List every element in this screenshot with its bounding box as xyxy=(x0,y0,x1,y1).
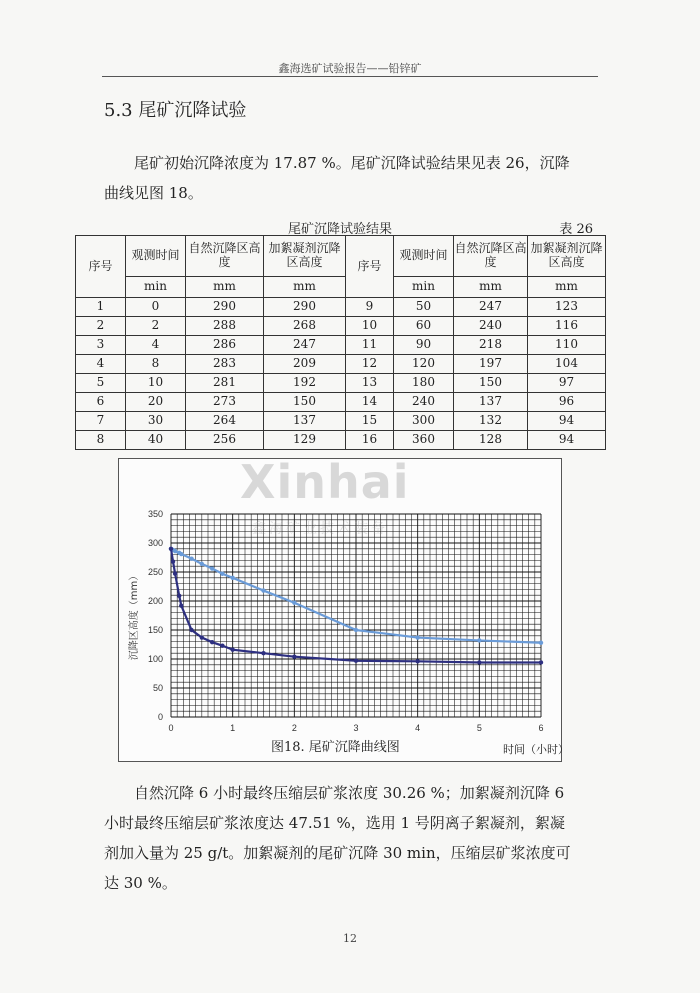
header-floc-height-2: 加絮凝剂沉降区高度 xyxy=(528,236,606,277)
table-cell: 150 xyxy=(454,374,528,393)
data-point xyxy=(177,594,181,598)
table-cell: 20 xyxy=(126,393,186,412)
table-cell: 96 xyxy=(528,393,606,412)
data-point xyxy=(173,572,177,576)
table-cell: 283 xyxy=(186,355,264,374)
table-cell: 192 xyxy=(264,374,346,393)
x-tick-label: 3 xyxy=(353,723,359,733)
table-cell: 0 xyxy=(126,298,186,317)
table-row xyxy=(76,298,606,317)
data-point xyxy=(210,640,214,644)
table-cell: 2 xyxy=(126,317,186,336)
unit-floc-2: mm xyxy=(528,277,606,298)
data-point xyxy=(539,641,543,645)
unit-floc: mm xyxy=(264,277,346,298)
header-natural-height: 自然沉降区高度 xyxy=(186,236,264,277)
table-cell: 110 xyxy=(528,336,606,355)
data-point xyxy=(179,603,183,607)
data-point xyxy=(189,628,193,632)
intro-line-1: 尾矿初始沉降浓度为 17.87 %。尾矿沉降试验结果见表 26，沉降 xyxy=(134,154,570,172)
table-cell: 7 xyxy=(76,412,126,431)
table-cell: 94 xyxy=(528,412,606,431)
data-point xyxy=(210,566,214,570)
unit-time: min xyxy=(126,277,186,298)
table-cell: 290 xyxy=(186,298,264,317)
data-point xyxy=(415,659,419,663)
table-cell: 290 xyxy=(264,298,346,317)
data-point xyxy=(354,628,358,632)
table-cell: 247 xyxy=(264,336,346,355)
page-number: 12 xyxy=(343,932,357,945)
table-cell: 9 xyxy=(346,298,394,317)
table-row xyxy=(76,374,606,393)
x-tick-label: 1 xyxy=(230,723,236,733)
data-point xyxy=(415,635,419,639)
unit-time-2: min xyxy=(394,277,454,298)
table-cell: 104 xyxy=(528,355,606,374)
table-cell: 1 xyxy=(76,298,126,317)
table-row xyxy=(76,336,606,355)
y-tick-label: 150 xyxy=(147,625,163,635)
table-cell: 94 xyxy=(528,431,606,450)
data-point xyxy=(539,660,543,664)
x-tick-label: 6 xyxy=(538,723,544,733)
data-point xyxy=(179,552,183,556)
settling-curve-figure xyxy=(118,458,569,762)
table-cell: 129 xyxy=(264,431,346,450)
x-tick-label: 2 xyxy=(291,723,297,733)
table-cell: 3 xyxy=(76,336,126,355)
x-axis-label: 时间（小时） xyxy=(503,743,569,756)
table-cell: 6 xyxy=(76,393,126,412)
header-floc-height: 加絮凝剂沉降区高度 xyxy=(264,236,346,277)
data-point xyxy=(220,643,224,647)
table-row xyxy=(76,393,606,412)
table-cell: 4 xyxy=(126,336,186,355)
conclusion-line-1: 自然沉降 6 小时最终压缩层矿浆浓度 30.26 %；加絮凝剂沉降 6 xyxy=(134,784,565,802)
table-caption xyxy=(75,218,605,236)
table-cell: 132 xyxy=(454,412,528,431)
table-cell: 5 xyxy=(76,374,126,393)
table-cell: 123 xyxy=(528,298,606,317)
report-header-title: 鑫海选矿试验报告——铅锌矿 xyxy=(278,62,422,75)
unit-natural: mm xyxy=(186,277,264,298)
data-point xyxy=(354,659,358,663)
data-point xyxy=(200,635,204,639)
table-cell: 247 xyxy=(454,298,528,317)
data-point xyxy=(477,638,481,642)
y-tick-label: 200 xyxy=(147,596,163,606)
header-natural-height-2: 自然沉降区高度 xyxy=(454,236,528,277)
conclusion-line-4: 达 30 %。 xyxy=(104,874,177,892)
table-row xyxy=(76,412,606,431)
y-axis-label: 沉降区高度（mm） xyxy=(129,570,140,661)
table-cell: 128 xyxy=(454,431,528,450)
conclusion-line-3: 剂加入量为 25 g/t。加絮凝剂的尾矿沉降 30 min，压缩层矿浆浓度可 xyxy=(104,844,571,862)
table-cell: 120 xyxy=(394,355,454,374)
table-cell: 13 xyxy=(346,374,394,393)
data-point xyxy=(230,648,234,652)
figure-caption: 图18. 尾矿沉降曲线图 xyxy=(271,740,400,755)
watermark-slogan: 鑫海矿业技术装备 xyxy=(252,521,388,537)
table-cell: 180 xyxy=(394,374,454,393)
y-tick-label: 100 xyxy=(147,654,163,664)
table-cell: 15 xyxy=(346,412,394,431)
x-tick-label: 5 xyxy=(476,723,482,733)
header-time-2: 观测时间 xyxy=(394,236,454,277)
x-tick-label: 4 xyxy=(415,723,421,733)
header-seq-2: 序号 xyxy=(346,236,394,298)
data-point xyxy=(169,547,173,551)
table-cell: 8 xyxy=(126,355,186,374)
data-point xyxy=(200,562,204,566)
xinhai-watermark-logo: Xinhai xyxy=(240,455,410,509)
table-cell: 50 xyxy=(394,298,454,317)
table-cell: 264 xyxy=(186,412,264,431)
table-cell: 268 xyxy=(264,317,346,336)
table-cell: 240 xyxy=(394,393,454,412)
table-cell: 137 xyxy=(264,412,346,431)
settling-test-table xyxy=(75,235,606,450)
table-cell: 40 xyxy=(126,431,186,450)
header-time: 观测时间 xyxy=(126,236,186,277)
table-cell: 2 xyxy=(76,317,126,336)
table-cell: 90 xyxy=(394,336,454,355)
intro-paragraph xyxy=(104,148,600,208)
table-row xyxy=(76,317,606,336)
data-point xyxy=(261,588,265,592)
conclusion-paragraph xyxy=(104,778,600,898)
data-point xyxy=(477,660,481,664)
table-row xyxy=(76,355,606,374)
unit-natural-2: mm xyxy=(454,277,528,298)
table-cell: 218 xyxy=(454,336,528,355)
table-cell: 16 xyxy=(346,431,394,450)
table-cell: 30 xyxy=(126,412,186,431)
intro-line-2: 曲线见图 18。 xyxy=(104,184,203,202)
table-cell: 209 xyxy=(264,355,346,374)
table-number: 表 26 xyxy=(559,222,593,237)
table-cell: 286 xyxy=(186,336,264,355)
section-heading: 5.3 尾矿沉降试验 xyxy=(104,100,247,121)
y-tick-label: 250 xyxy=(147,567,163,577)
conclusion-line-2: 小时最终压缩层矿浆浓度达 47.51 %，选用 1 号阴离子絮凝剂，絮凝 xyxy=(104,814,565,832)
table-cell: 197 xyxy=(454,355,528,374)
table-cell: 97 xyxy=(528,374,606,393)
table-cell: 137 xyxy=(454,393,528,412)
table-cell: 8 xyxy=(76,431,126,450)
data-point xyxy=(173,549,177,553)
table-cell: 281 xyxy=(186,374,264,393)
table-cell: 116 xyxy=(528,317,606,336)
x-tick-label: 0 xyxy=(168,723,174,733)
table-cell: 60 xyxy=(394,317,454,336)
y-tick-label: 350 xyxy=(147,509,163,519)
data-point xyxy=(261,651,265,655)
table-cell: 11 xyxy=(346,336,394,355)
header-rule xyxy=(102,76,598,77)
table-cell: 240 xyxy=(454,317,528,336)
data-point xyxy=(171,559,175,563)
data-point xyxy=(292,654,296,658)
table-cell: 150 xyxy=(264,393,346,412)
table-row xyxy=(76,431,606,450)
data-point xyxy=(189,556,193,560)
data-point xyxy=(292,601,296,605)
table-cell: 360 xyxy=(394,431,454,450)
table-cell: 10 xyxy=(346,317,394,336)
data-point xyxy=(220,572,224,576)
table-cell: 300 xyxy=(394,412,454,431)
table-cell: 4 xyxy=(76,355,126,374)
table-cell: 12 xyxy=(346,355,394,374)
header-seq: 序号 xyxy=(76,236,126,298)
table-cell: 256 xyxy=(186,431,264,450)
table-cell: 288 xyxy=(186,317,264,336)
table-cell: 14 xyxy=(346,393,394,412)
y-tick-label: 50 xyxy=(152,683,163,693)
y-tick-label: 0 xyxy=(157,712,163,722)
table-cell: 10 xyxy=(126,374,186,393)
data-point xyxy=(230,576,234,580)
table-title: 尾矿沉降试验结果 xyxy=(287,222,392,237)
table-cell: 273 xyxy=(186,393,264,412)
settling-curve-chart xyxy=(119,459,569,761)
y-tick-label: 300 xyxy=(147,538,163,548)
